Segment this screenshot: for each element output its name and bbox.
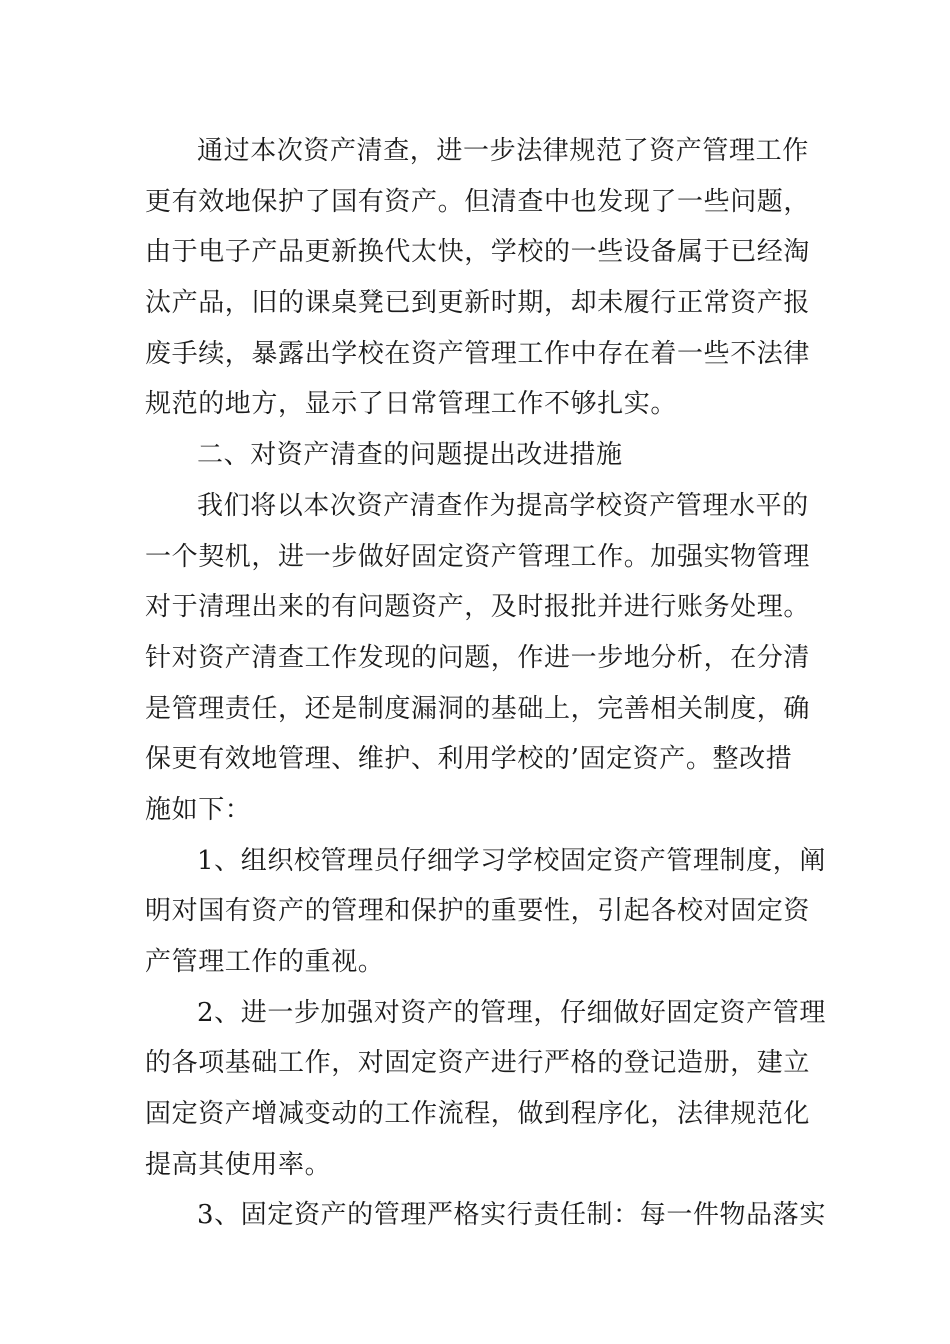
text-line: 一个契机，进一步做好固定资产管理工作。加强实物管理 — [145, 541, 811, 572]
list-item-2: 2、进一步加强对资产的管理，仔细做好固定资产管理 — [197, 997, 826, 1028]
text-line: 我们将以本次资产清查作为提高学校资产管理水平的 — [197, 490, 809, 521]
text-line: 产管理工作的重视。 — [145, 947, 385, 977]
text-line: 通过本次资产清查，进一步法律规范了资产管理工作 — [197, 136, 809, 166]
list-item-3: 3、固定资产的管理严格实行责任制：每一件物品落实 — [197, 1200, 826, 1231]
text-line: 由于电子产品更新换代太快，学校的一些设备属于已经淘 — [145, 237, 811, 268]
text-line: 废手续，暴露出学校在资产管理工作中存在着一些不法律 — [145, 338, 811, 369]
text-line: 是管理责任，还是制度漏洞的基础上，完善相关制度，确 — [145, 693, 811, 724]
text-line: 的各项基础工作，对固定资产进行严格的登记造册，建立 — [145, 1048, 811, 1079]
text-line: 汰产品，旧的课桌凳已到更新时期，却未履行正常资产报 — [145, 288, 811, 319]
text-line: 对于清理出来的有问题资产，及时报批并进行账务处理。 — [145, 592, 811, 623]
section-heading: 二、对资产清查的问题提出改进措施 — [197, 440, 623, 471]
text-line: 提高其使用率。 — [145, 1149, 332, 1180]
text-line: 固定资产增减变动的工作流程，做到程序化，法律规范化 — [145, 1099, 811, 1130]
text-line: 更有效地保护了国有资产。但清查中也发现了一些问题， — [145, 186, 811, 217]
list-item-1: 1、组织校管理员仔细学习学校固定资产管理制度，阐 — [197, 845, 826, 876]
text-line: 明对国有资产的管理和保护的重要性，引起各校对固定资 — [145, 896, 811, 927]
text-line: 保更有效地管理、维护、利用学校的’固定资产。整改措 — [145, 744, 793, 775]
text-line: 施如下： — [145, 794, 252, 825]
text-line: 规范的地方，显示了日常管理工作不够扎实。 — [145, 389, 678, 420]
document-body — [145, 126, 826, 1241]
text-line: 针对资产清查工作发现的问题，作进一步地分析，在分清 — [145, 642, 811, 673]
